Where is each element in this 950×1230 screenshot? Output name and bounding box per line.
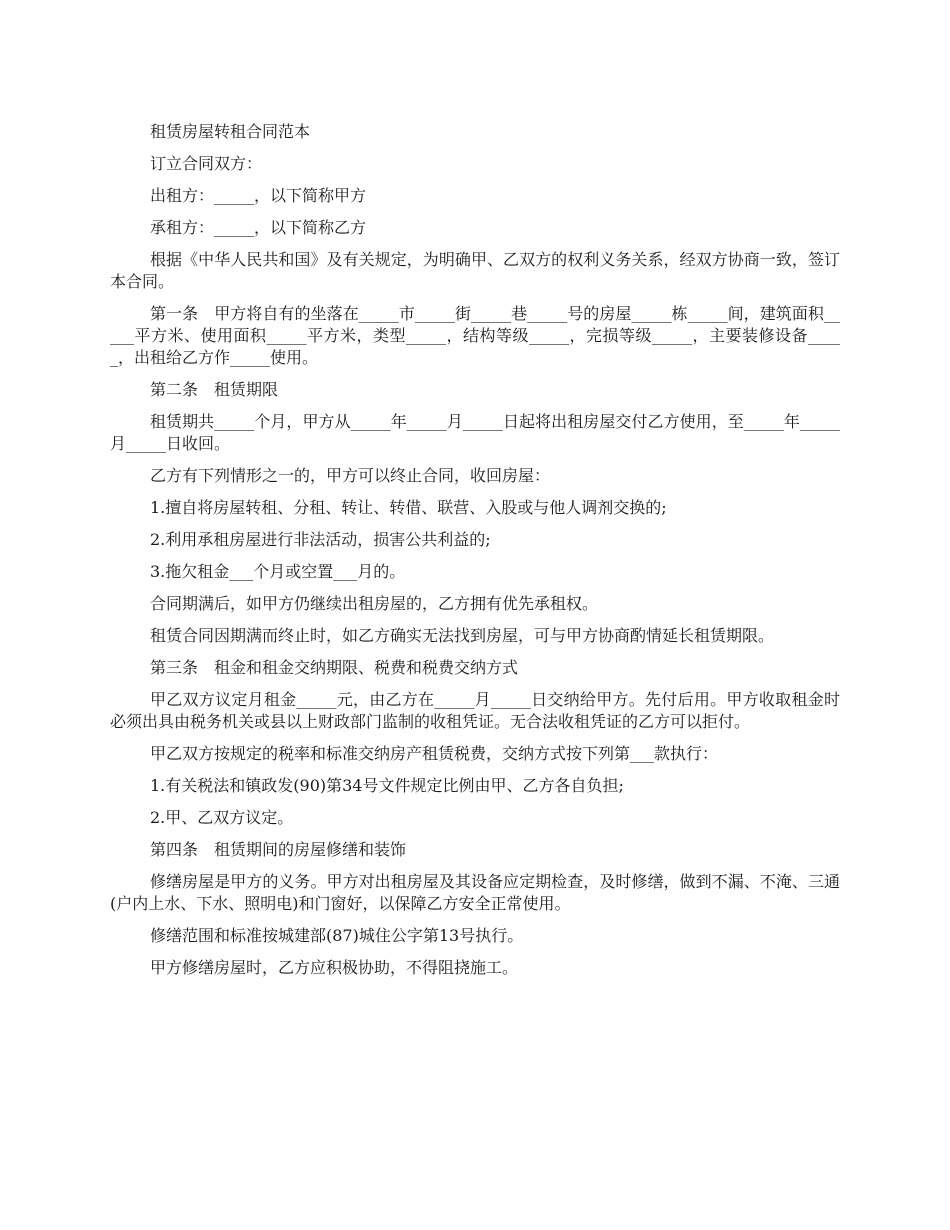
extension-paragraph: 租赁合同因期满而终止时，如乙方确实无法找到房屋，可与甲方协商酌情延长租赁期限。 <box>150 626 775 645</box>
repair-cooperation-paragraph: 甲方修缮房屋时，乙方应积极协助，不得阻挠施工。 <box>150 958 519 977</box>
lessee-line: 承租方：_____，以下简称乙方 <box>150 218 367 237</box>
termination-item-3: 3.拖欠租金___个月或空置___月的。 <box>150 562 406 581</box>
article-3-heading: 第三条 租金和租金交纳期限、税费和税费交纳方式 <box>150 658 519 677</box>
tax-item-1: 1.有关税法和镇政发(90)第34号文件规定比例由甲、乙方各自负担; <box>150 776 624 795</box>
renewal-priority-paragraph: 合同期满后，如甲方仍继续出租房屋的，乙方拥有优先承租权。 <box>150 594 599 613</box>
article-2-heading: 第二条 租赁期限 <box>150 380 279 399</box>
rent-paragraph: 甲乙双方议定月租金_____元，由乙方在_____月_____日交纳给甲方。先付后用。甲方收取租金时必须出具由税务机关或县以上财政部门监制的收租凭证。无合法收租凭证的乙方可以拒付。 <box>110 690 840 731</box>
article-4-heading: 第四条 租赁期间的房屋修缮和装饰 <box>150 840 407 859</box>
tax-paragraph: 甲乙双方按规定的税率和标准交纳房产租赁税费，交纳方式按下列第___款执行： <box>150 744 719 763</box>
termination-intro: 乙方有下列情形之一的，甲方可以终止合同，收回房屋： <box>150 466 551 485</box>
article-1-paragraph: 第一条 甲方将自有的坐落在_____市_____街_____巷_____号的房屋_____栋_____间，建筑面积_____平方米、使用面积_____平方米，类型_____，结构等级_____，完损等级_____，主要装修设备_____，出租给乙方作_____使用。 <box>110 304 840 367</box>
preamble-paragraph: 根据《中华人民共和国》及有关规定，为明确甲、乙双方的权利义务关系，经双方协商一致，签订本合同。 <box>110 250 840 291</box>
termination-item-2: 2.利用承租房屋进行非法活动，损害公共利益的; <box>150 530 491 549</box>
tax-item-2: 2.甲、乙双方议定。 <box>150 808 294 827</box>
repair-scope-paragraph: 修缮范围和标准按城建部(87)城住公字第13号执行。 <box>150 926 524 945</box>
lease-term-paragraph: 租赁期共_____个月，甲方从_____年_____月_____日起将出租房屋交付乙方使用，至_____年_____月_____日收回。 <box>110 412 840 453</box>
document-title: 租赁房屋转租合同范本 <box>150 122 311 141</box>
termination-item-1: 1.擅自将房屋转租、分租、转让、转借、联营、入股或与他人调剂交换的; <box>150 498 667 517</box>
repair-duty-paragraph: 修缮房屋是甲方的义务。甲方对出租房屋及其设备应定期检查，及时修缮，做到不漏、不淹、三通(户内上水、下水、照明电)和门窗好，以保障乙方安全正常使用。 <box>110 872 840 913</box>
lessor-line: 出租方：_____，以下简称甲方 <box>150 186 367 205</box>
parties-heading: 订立合同双方： <box>150 154 263 173</box>
